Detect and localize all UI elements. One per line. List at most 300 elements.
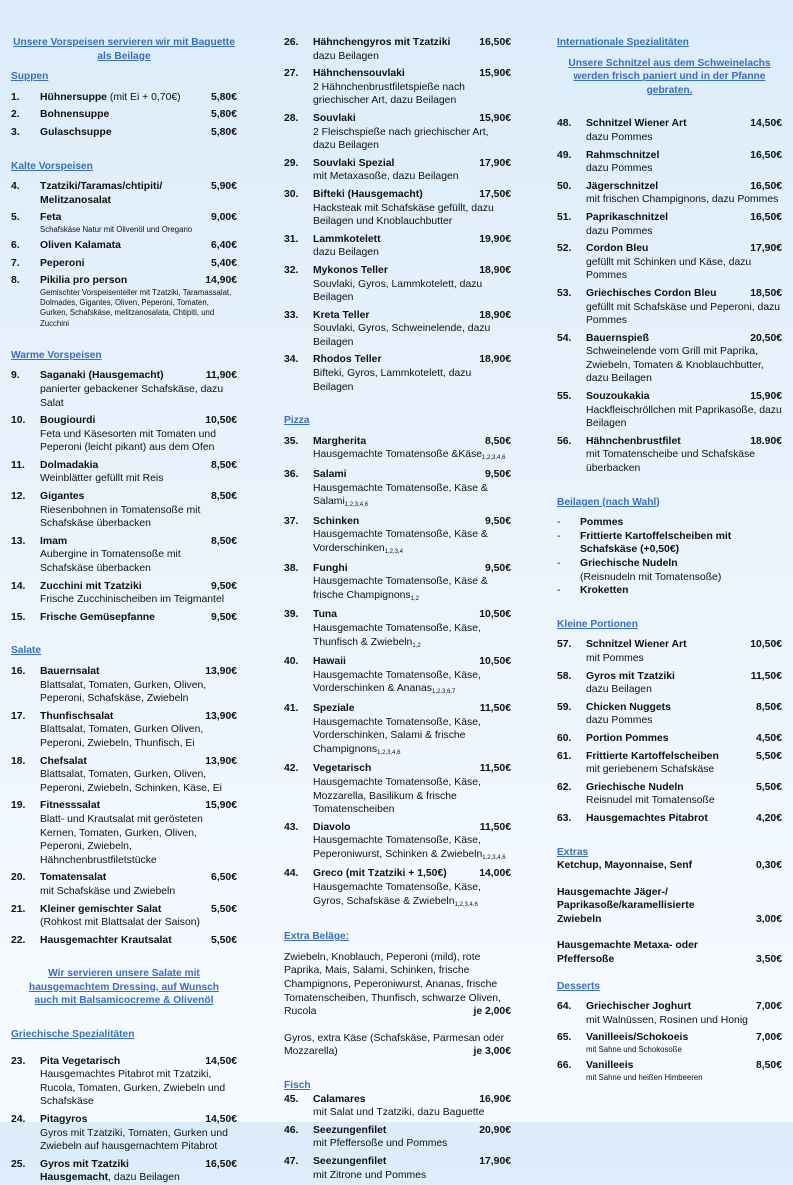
section-title-kleine-portionen: Kleine Portionen [557, 618, 638, 630]
menu-item-row [284, 1155, 511, 1169]
menu-item [284, 233, 511, 260]
menu-item-name: Calamares [313, 1093, 366, 1105]
menu-item-number: 63. [557, 812, 572, 824]
menu-item-description: Hausgemachte Tomatensoße, Käse, Peperoniwurst, Schinken & Zwiebeln$_{1,2,3,4,6}$ [313, 835, 506, 861]
menu-item-price: 13,90€ [205, 666, 237, 678]
menu-item-row [557, 781, 782, 795]
menu-item-description: Feta und Käsesorten mit Tomaten und Peperoni (leicht pikant) aus dem Ofen [40, 428, 216, 454]
menu-item-description: mit Walnüssen, Rosinen und Honig [586, 1014, 748, 1026]
menu-item-name: Tuna [313, 609, 338, 621]
menu-item-row [284, 353, 511, 367]
menu-item-row [557, 732, 782, 746]
menu-item-name: Griechischer Joghurt [586, 1001, 692, 1013]
menu-item-number: 28. [284, 112, 299, 124]
menu-item-name: Vanilleeis/Schokoeis [586, 1032, 689, 1044]
menu-item-number: 61. [557, 750, 572, 762]
menu-item-number: 66. [557, 1060, 572, 1072]
menu-item [11, 535, 237, 576]
section-title-fisch: Fisch [284, 1080, 311, 1091]
menu-item-name: Bifteki (Hausgemacht) [313, 188, 423, 200]
kleine-portionen-list [557, 638, 782, 825]
menu-item-name: Hähnchengyros mit Tzatziki [313, 37, 451, 48]
menu-item [557, 781, 782, 808]
menu-item-row [11, 180, 237, 207]
menu-item-number: 9. [11, 370, 20, 382]
menu-item-price: 14,50€ [205, 1055, 237, 1067]
menu-item-row [284, 562, 511, 576]
menu-item-row [11, 1055, 237, 1069]
menu-item-row [11, 91, 237, 105]
menu-item-number: 24. [11, 1114, 26, 1126]
menu-item-price: 14,50€ [750, 118, 782, 130]
menu-item [557, 670, 782, 697]
side-dish-row [557, 584, 782, 598]
menu-item-number: 16. [11, 666, 26, 678]
menu-item-name: Souvlaki Spezial [313, 157, 395, 169]
menu-item [11, 611, 237, 625]
menu-item-name: Diavolo [313, 821, 351, 833]
side-dish-name: Griechische Nudeln [580, 558, 678, 569]
menu-item-name: Dolmadakia [40, 459, 99, 471]
extra-row [557, 939, 782, 966]
menu-item-price: 8,50€ [210, 491, 237, 503]
menu-item-description: Reisnudel mit Tomatensoße [586, 795, 715, 807]
menu-item-price: 9,50€ [484, 469, 511, 481]
menu-item-number: 47. [284, 1155, 299, 1167]
menu-item-row [284, 468, 511, 482]
menu-item-number: 37. [284, 515, 299, 527]
menu-item-row [284, 36, 511, 50]
extra-cheese-block [284, 1032, 511, 1059]
menu-item [557, 1031, 782, 1055]
menu-item-price: 15,90€ [205, 800, 237, 812]
extra-row [557, 886, 782, 927]
menu-item-name: Griechisches Cordon Bleu [586, 287, 717, 299]
menu-item-price: 8,50€ [484, 435, 511, 447]
griechische-list [11, 1055, 237, 1185]
side-dish-name: Frittierte Kartoffelscheiben mit Schafskäse (+0,50€) [580, 530, 732, 556]
menu-item-description: mit Pommes [586, 652, 644, 664]
extra-spacer [557, 873, 782, 886]
menu-item-description: mit Tomatenscheibe und Schafskäse überbacken [586, 449, 756, 475]
menu-item-description: mit frischen Champignons, dazu Pommes [586, 194, 779, 206]
menu-item-description: Hausgemachte Tomatensoße, Käse & frische Champignons$_{1,2}$ [313, 576, 488, 602]
menu-item-price: 14,90€ [205, 275, 237, 287]
menu-item-price: 15,90€ [750, 391, 782, 403]
menu-item-number: 55. [557, 391, 572, 403]
menu-item-name: Bauernspieß [586, 332, 649, 344]
menu-item-name: Seezungenfilet [313, 1155, 387, 1167]
menu-item-name: Souzoukakia [586, 391, 650, 403]
menu-item-number: 50. [557, 180, 572, 192]
menu-item-name: Oliven Kalamata [40, 240, 121, 252]
menu-item-number: 29. [284, 157, 299, 169]
menu-item-row [11, 611, 237, 625]
menu-item-number: 36. [284, 469, 299, 481]
menu-item-name: Kreta Teller [313, 309, 370, 321]
menu-item-description: mit Metaxasoße, dazu Beilagen [313, 171, 459, 183]
menu-item-name: Thunfischsalat [40, 710, 114, 722]
internationale-list [557, 117, 782, 475]
menu-item-price: 15,90€ [479, 68, 511, 80]
menu-item-price: 11,50€ [750, 670, 782, 682]
menu-item-description: Gyros mit Tzatziki, Tomaten, Gurken und Zwiebeln auf hausgemachtem Pitabrot [40, 1127, 228, 1153]
menu-item [11, 239, 237, 253]
menu-item-description: mit Pfeffersoße und Pommes [313, 1138, 448, 1150]
menu-item [284, 1124, 511, 1151]
menu-item [284, 157, 511, 184]
menu-item-row [557, 117, 782, 131]
menu-item-number: 26. [284, 37, 299, 48]
beilagen-list [557, 516, 782, 598]
menu-item [284, 468, 511, 511]
menu-item-description: mit Sahne und Schokosoße [586, 1045, 682, 1055]
extra-name: Ketchup, Mayonnaise, Senf [557, 860, 693, 872]
menu-item-description: (Rohkost mit Blattsalat der Saison) [40, 917, 200, 929]
menu-item-row [11, 871, 237, 885]
griechische-continued-list [284, 36, 511, 394]
menu-item-number: 59. [557, 701, 572, 713]
menu-item-row [557, 180, 782, 194]
extra-cheese-text: Gyros, extra Käse (Schafskäse, Parmesan oder Mozzarella) [284, 1032, 505, 1058]
menu-item-name: Greco (mit Tzatziki + 1,50€) [313, 868, 447, 880]
menu-item-description: Souvlaki, Gyros, Lammkotelett, dazu Beilagen [313, 278, 483, 304]
menu-item [284, 762, 511, 816]
menu-item-row [11, 580, 237, 594]
menu-item-price: 5,50€ [210, 934, 237, 946]
menu-item-description: dazu Pommes [586, 163, 653, 175]
menu-item-price: 6,40€ [210, 240, 237, 252]
menu-item-price: 15,90€ [479, 112, 511, 124]
menu-item-description: Bifteki, Gyros, Lammkotelett, dazu Beilagen [313, 368, 472, 393]
menu-item-price: 8,50€ [755, 701, 782, 713]
menu-item-number: 40. [284, 656, 299, 668]
allergen-codes: 1,2,3,4,6 [482, 455, 506, 462]
menu-item-name: Gyros mit Tzatziki [40, 1158, 129, 1170]
extra-name: Hausgemachte Jäger-/ Paprikasoße/karamellisierte Zwiebeln [557, 886, 695, 925]
menu-item-row [557, 242, 782, 256]
menu-item-name: Salami [313, 469, 347, 481]
menu-item-number: 23. [11, 1055, 26, 1067]
menu-item-name: Gigantes [40, 491, 85, 503]
menu-item-row [11, 126, 237, 140]
menu-item-row [557, 1031, 782, 1045]
menu-item-description: mit Schafskäse und Zwiebeln [40, 885, 176, 897]
menu-item-name: Speziale [313, 702, 355, 714]
menu-item-description: mit geriebenem Schafskäse [586, 764, 715, 776]
menu-item-name: Schnitzel Wiener Art [586, 639, 687, 651]
menu-item-price: 7,00€ [755, 1032, 782, 1044]
menu-item-row [557, 638, 782, 652]
menu-item [284, 309, 511, 350]
menu-item-description: mit Salat und Tzatziki, dazu Baguette [313, 1107, 485, 1119]
section-title-griechische-spezialitaeten: Griechische Spezialitäten [11, 1029, 135, 1041]
menu-item-price: 10,50€ [750, 639, 782, 651]
menu-item-row [284, 867, 511, 881]
menu-item-number: 5. [11, 212, 20, 224]
menu-item-number: 51. [557, 211, 572, 223]
extra-price: 3,50€ [755, 954, 782, 966]
menu-item-number: 11. [11, 459, 25, 471]
menu-item-number: 10. [11, 415, 26, 427]
menu-item [284, 1093, 511, 1120]
menu-item-name: Margherita [313, 435, 367, 447]
menu-item [11, 1158, 237, 1185]
menu-item [557, 812, 782, 826]
menu-item-price: 16,50€ [750, 211, 782, 223]
menu-item [11, 1113, 237, 1154]
menu-item [11, 91, 237, 105]
menu-item-number: 25. [11, 1158, 26, 1170]
menu-item-number: 60. [557, 732, 572, 744]
menu-item-number: 64. [557, 1001, 572, 1013]
menu-item-price: 18,50€ [750, 287, 782, 299]
menu-item-price: 5,50€ [210, 903, 237, 915]
menu-item-name: Cordon Bleu [586, 243, 649, 255]
menu-item-description: Hausgemachte Tomatensoße, Käse, Thunfisch & Zwiebeln$_{1,2}$ [313, 622, 481, 649]
menu-item [284, 264, 511, 305]
menu-item-row [557, 332, 782, 346]
menu-item-number: 19. [11, 800, 26, 812]
menu-item-number: 15. [11, 611, 26, 623]
menu-item-row [284, 821, 511, 835]
menu-item [11, 871, 237, 898]
menu-item [557, 701, 782, 728]
salad-dressing-note: Wir servieren unsere Salate mit hausgemachtem Dressing, auf Wunsch auch mit Balsamicocreme & Olivenöl [28, 968, 220, 1007]
menu-item-price: 9,50€ [484, 562, 511, 574]
menu-item-price: 9,50€ [210, 611, 237, 623]
menu-item-number: 20. [11, 872, 26, 884]
menu-item-number: 65. [557, 1032, 572, 1044]
menu-item-row [11, 934, 237, 948]
starters-intro: Unsere Vorspeisen servieren wir mit Baguette als Beilage [13, 37, 235, 62]
menu-item [11, 799, 237, 867]
menu-item-number: 3. [11, 126, 20, 138]
menu-item-price: 5,50€ [755, 750, 782, 762]
menu-item-row [11, 108, 237, 122]
menu-item-row [11, 414, 237, 428]
menu-item-number: 22. [11, 934, 26, 946]
menu-item [11, 211, 237, 235]
menu-item-number: 4. [11, 181, 20, 193]
menu-item [284, 515, 511, 558]
menu-item [11, 710, 237, 751]
extra-toppings-block [284, 951, 511, 1019]
menu-item-price: 17,50€ [479, 188, 511, 200]
menu-item [284, 867, 511, 910]
menu-item [557, 180, 782, 207]
menu-item-description: Hausgemachtes Pitabrot mit Tzatziki, Rucola, Tomaten, Gurken, Zwiebeln und Schafskäse [40, 1069, 226, 1108]
menu-item-row [284, 233, 511, 247]
fisch-list [284, 1093, 511, 1183]
menu-item-description: dazu Pommes [586, 225, 653, 237]
menu-item-row [557, 149, 782, 163]
menu-item-name: Hawaii [313, 656, 346, 668]
menu-item-row [11, 755, 237, 769]
menu-item-number: 27. [284, 68, 299, 80]
menu-item-name: Tzatziki/Taramas/chtipiti/ Melitzanosalat [40, 181, 163, 206]
menu-item-price: 17,90€ [750, 243, 782, 255]
extra-price: 0,30€ [755, 860, 782, 872]
allergen-codes: 1,2,3,4,6 [377, 749, 401, 756]
menu-item [284, 702, 511, 758]
menu-item [557, 1059, 782, 1083]
menu-item [284, 188, 511, 229]
menu-item-price: 17,90€ [479, 1155, 511, 1167]
section-title-beilagen: Beilagen (nach Wahl) [557, 496, 660, 508]
section-title-warme-vorspeisen: Warme Vorspeisen [11, 349, 102, 361]
side-dish-dash: - [557, 517, 561, 529]
menu-item-name: Hausgemachtes Pitabrot [586, 812, 708, 824]
menu-item [557, 732, 782, 746]
menu-item-row [557, 435, 782, 449]
menu-item-price: 4,50€ [755, 732, 782, 744]
menu-item-number: 52. [557, 243, 572, 255]
menu-item-number: 35. [284, 435, 299, 447]
menu-item [557, 390, 782, 431]
menu-item-description: Hausgemachte Tomatensoße, Käse, Gyros, Schafskäse & Zwiebeln$_{1,2,3,4,6}$ [313, 882, 481, 908]
menu-column-3 [557, 36, 782, 1083]
extra-spacer [557, 926, 782, 939]
menu-item [11, 903, 237, 930]
menu-item-price: 20,90€ [479, 1124, 511, 1136]
schnitzel-intro: Unsere Schnitzel aus dem Schweinelachs werden frisch paniert und in der Pfanne gebraten. [568, 57, 771, 96]
menu-item [557, 242, 782, 283]
menu-item-row [11, 257, 237, 271]
menu-item-name: Bougiourdi [40, 415, 96, 427]
menu-item [11, 274, 237, 328]
menu-item-description [11, 1171, 237, 1185]
extra-row [557, 859, 782, 873]
menu-item-row [557, 701, 782, 715]
menu-item [11, 126, 237, 140]
allergen-codes: 1,2,3,4 [384, 549, 403, 555]
menu-item-description: Hackfleischröllchen mit Paprikasoße, dazu Beilagen [586, 404, 782, 430]
menu-item-name: Pikilia pro person [40, 275, 128, 287]
menu-item-price: 6,50€ [210, 872, 237, 884]
menu-item-row [11, 903, 237, 917]
menu-item-name: Hähnchensouvlaki [313, 68, 405, 80]
side-dish-row [557, 516, 782, 530]
menu-item-row [284, 435, 511, 449]
menu-item-number: 21. [11, 903, 26, 915]
menu-item-name: Feta [40, 212, 62, 224]
menu-item-price: 10,50€ [479, 656, 511, 668]
menu-item-row [284, 655, 511, 669]
menu-item [284, 36, 511, 63]
menu-item-name: Rahmschnitzel [586, 149, 660, 161]
menu-item-description: Hausgemachte Tomatensoße, Käse, Mozzarella, Basilikum & frische Tomatenscheiben [313, 776, 481, 816]
menu-item-description: mit Zitrone und Pommes [313, 1169, 427, 1181]
menu-item-number: 7. [11, 257, 20, 269]
menu-item-price: 14,50€ [205, 1114, 237, 1126]
menu-item-description: Hausgemachte Tomatensoße, Käse, Vorderschinken, Salami & frische Champignons$_{1,2,3,4,6}$ [313, 716, 481, 756]
menu-item-name: Tomatensalat [40, 872, 107, 884]
menu-item-name: Kleiner gemischter Salat [40, 903, 162, 915]
menu-item-description: dazu Beilagen [313, 247, 379, 259]
menu-item-row [284, 762, 511, 776]
side-dish-dash: - [557, 530, 561, 542]
menu-item-price: 4,20€ [755, 812, 782, 824]
menu-item-row [557, 211, 782, 225]
menu-item-number: 2. [11, 109, 20, 121]
menu-item-row [557, 1059, 782, 1073]
menu-item-name: Vegetarisch [313, 763, 372, 775]
menu-item-row [557, 287, 782, 301]
menu-item-price: 13,90€ [205, 755, 237, 767]
section-title-extras: Extras [557, 846, 589, 858]
menu-item-description: Hausgemachte Tomatensoße, Käse, Vorderschinken & Ananas$_{1,2,3,6,7}$ [313, 669, 481, 696]
allergen-codes: 1,2 [412, 642, 421, 649]
menu-item-number: 14. [11, 580, 26, 592]
allergen-codes: 1,2,3,4,6 [482, 854, 506, 861]
menu-item-description: mit Sahne und heißen Himbeeren [586, 1072, 703, 1082]
menu-item [557, 435, 782, 476]
menu-item-number: 13. [11, 535, 26, 547]
menu-item-description: Blattsalat, Tomaten, Gurken Oliven, Peperoni, Zwiebeln, Thunfisch, Ei [40, 724, 204, 749]
allergen-codes: 1,2,3,4,6 [454, 901, 478, 908]
menu-item-name: Chefsalat [40, 755, 87, 767]
menu-item-price: 5,80€ [210, 126, 237, 138]
menu-item-row [284, 702, 511, 716]
menu-item-row [11, 535, 237, 549]
menu-item-price: 9,00€ [210, 212, 237, 224]
menu-item-price: 5,80€ [210, 109, 237, 121]
menu-item-description: gefüllt mit Schinken und Käse, dazu Pommes [586, 256, 752, 282]
menu-item [11, 108, 237, 122]
menu-item-name: Bohnensuppe [40, 109, 110, 121]
menu-item-number: 30. [284, 188, 299, 200]
section-title-extra-belaege: Extra Beläge: [284, 931, 350, 943]
menu-item-number: 46. [284, 1124, 299, 1136]
menu-item-name: Paprikaschnitzel [586, 211, 669, 223]
menu-item-number: 31. [284, 233, 299, 245]
menu-item-price: 18,90€ [479, 309, 511, 321]
menu-item-name: Vanilleeis [586, 1060, 634, 1072]
menu-item-description: dazu Pommes [586, 715, 653, 727]
menu-item-row [284, 264, 511, 278]
menu-item-name: Lammkotelett [313, 233, 381, 245]
suppen-list [11, 91, 237, 140]
menu-item [284, 562, 511, 605]
pizza-list [284, 435, 511, 910]
menu-item-price: 13,90€ [205, 710, 237, 722]
menu-item-price: 17,90€ [479, 157, 511, 169]
menu-item-name: Hausgemachter Krautsalat [40, 934, 172, 946]
menu-item-row [284, 1093, 511, 1107]
menu-item-description: Weinblätter gefüllt mit Reis [40, 473, 164, 485]
menu-item-name: Rhodos Teller [313, 354, 382, 366]
menu-item-number: 57. [557, 639, 572, 651]
section-title-pizza: Pizza [284, 415, 310, 427]
menu-item-description: Gemischter Vorspeisenteller mit Tzatziki, Taramassalat, Dolmades, Gigantes, Oliven, Peperoni, Tomaten, Gurken, Schafskäse, melitzanosalata, Chtipiti, und Zucchini [40, 287, 232, 328]
menu-item-name: Saganaki (Hausgemacht) [40, 370, 164, 382]
menu-item-name: Frische Gemüsepfanne [40, 611, 155, 623]
allergen-codes: 1,2,3,6,7 [432, 689, 456, 696]
extra-price: 3,00€ [755, 913, 782, 925]
menu-item-number: 49. [557, 149, 572, 161]
menu-item-description-bold: Hausgemacht [40, 1172, 109, 1184]
menu-item-number: 53. [557, 287, 572, 299]
side-dish-row [557, 530, 782, 557]
salate-list [11, 665, 237, 947]
menu-item [557, 1000, 782, 1027]
menu-item-row [284, 112, 511, 126]
menu-item-name: Gulaschsuppe [40, 126, 112, 138]
menu-item-row [11, 1158, 237, 1172]
menu-item-price: 5,80€ [210, 91, 237, 103]
menu-item-name: Hühnersuppe (mit Ei + 0,70€) [40, 91, 181, 103]
